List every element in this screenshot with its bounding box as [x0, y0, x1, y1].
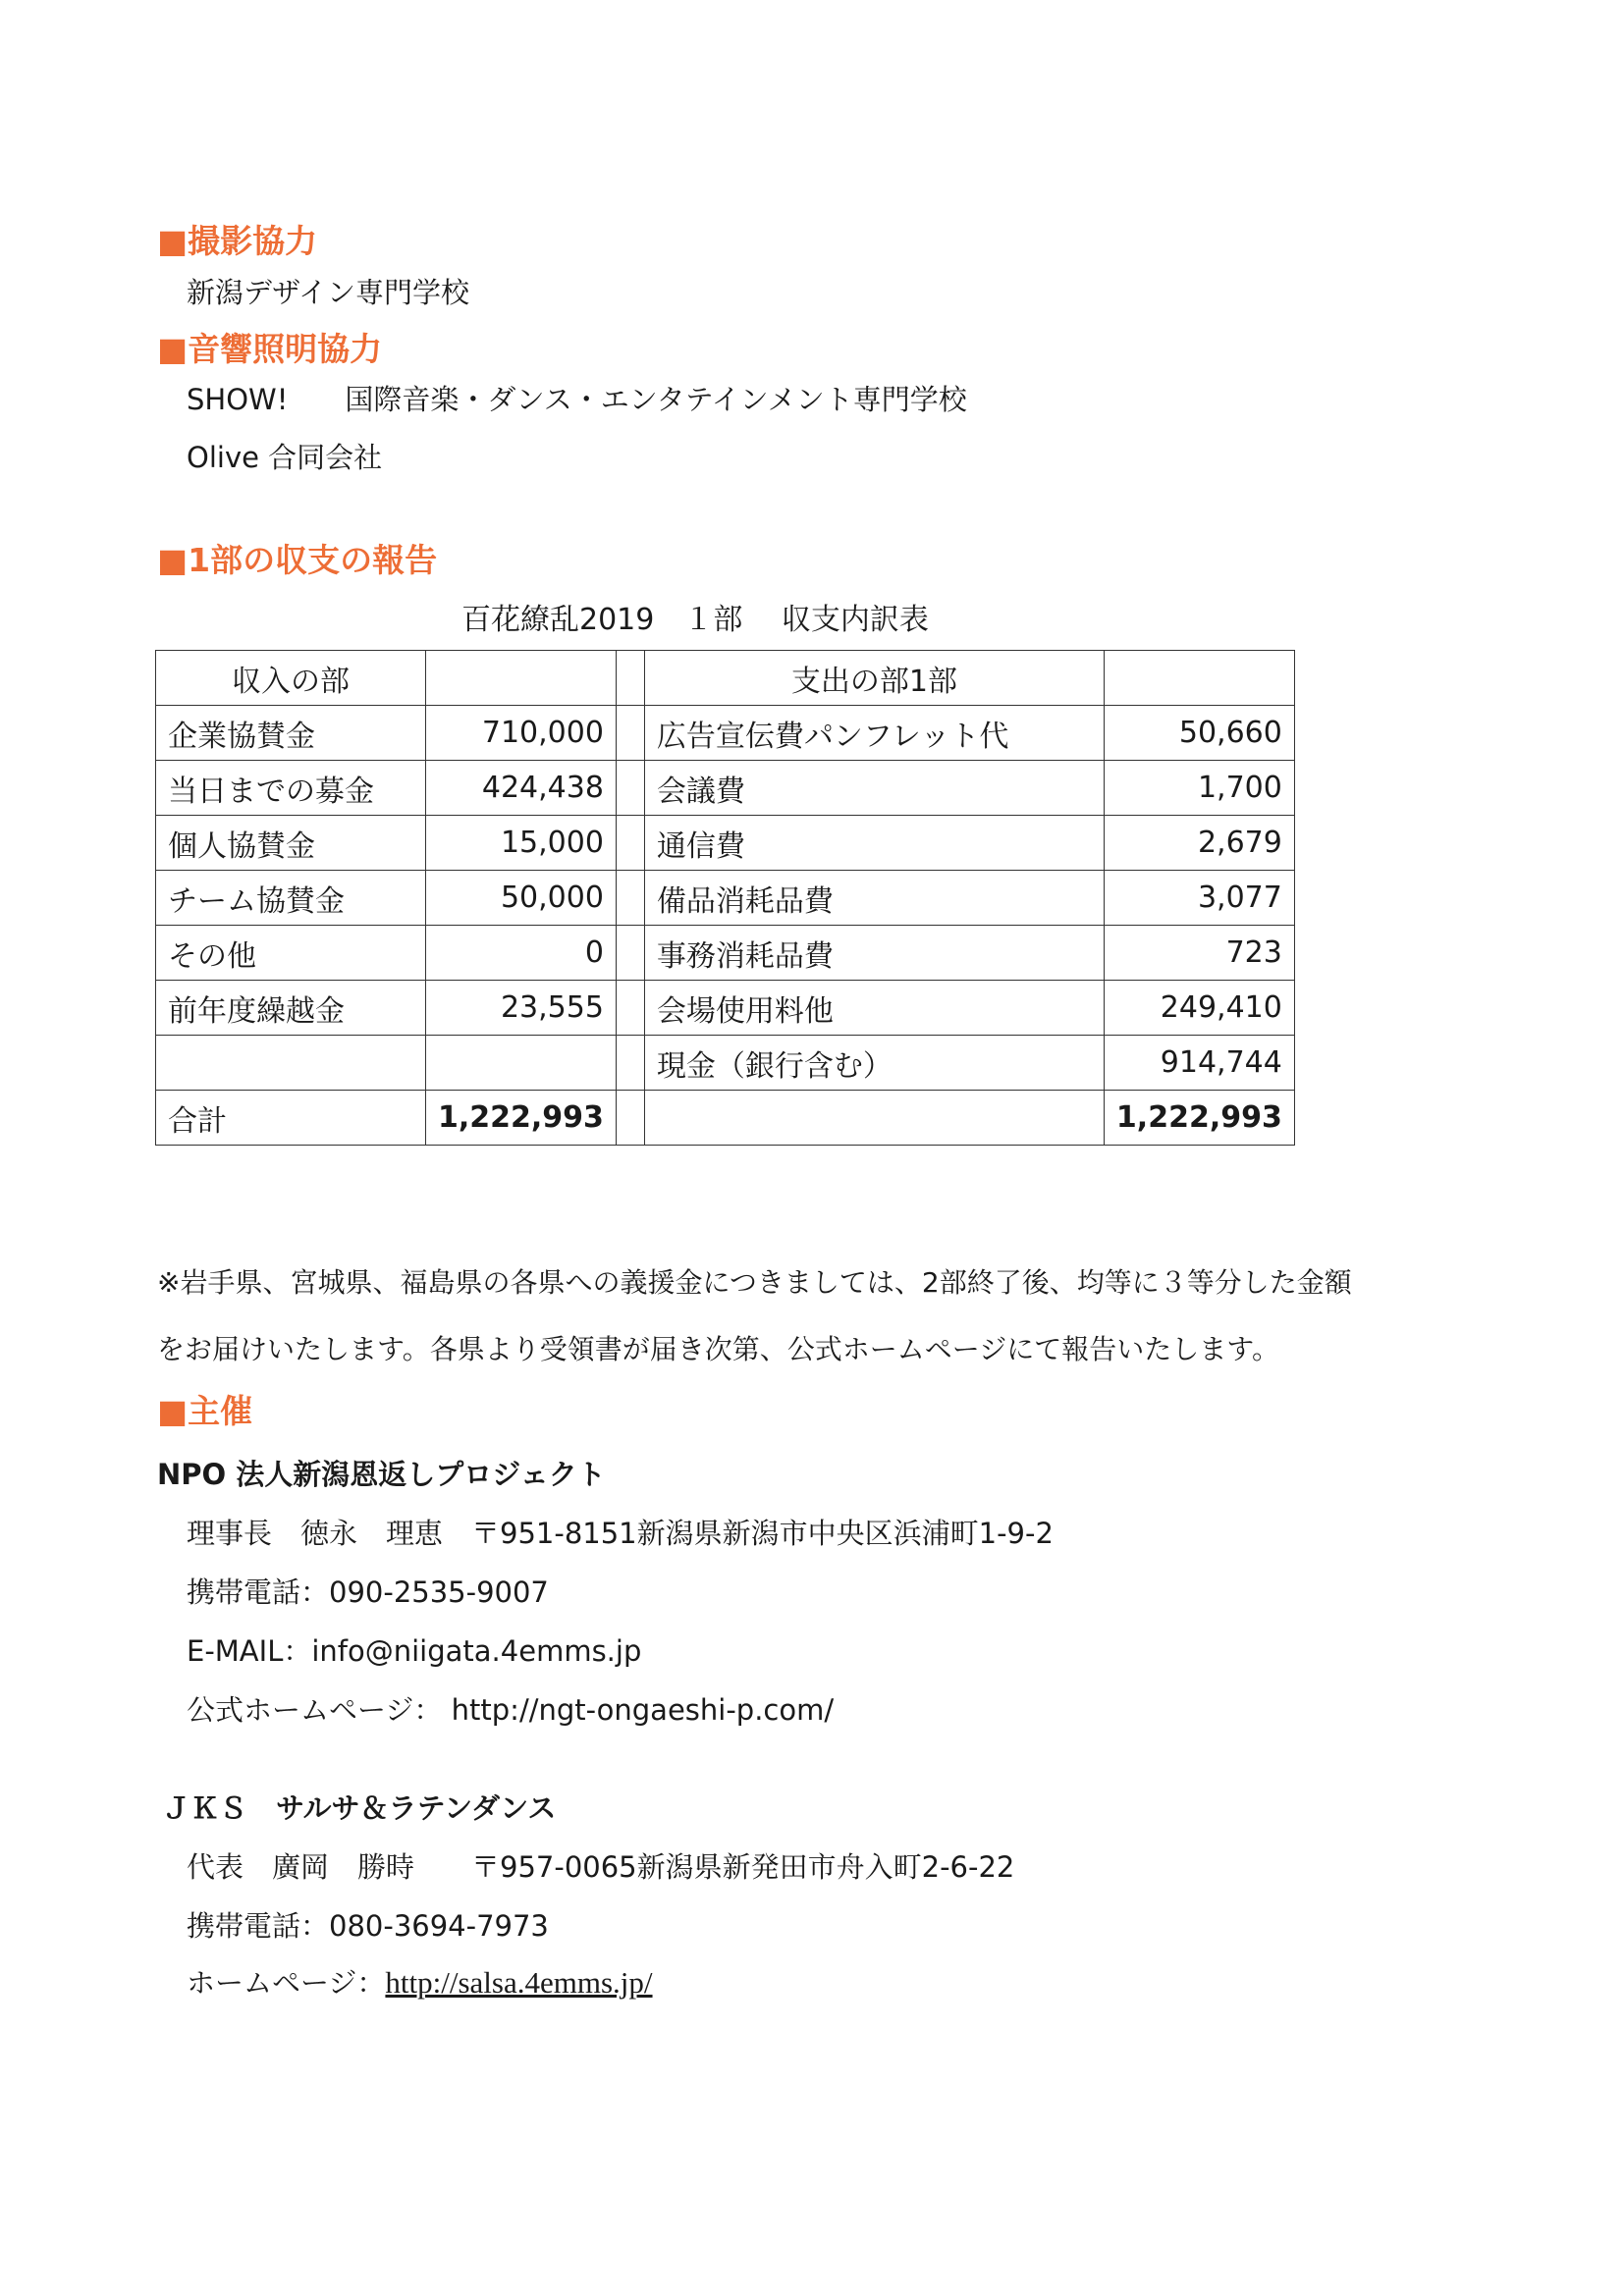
- note-line-1: ※岩手県、宮城県、福島県の各県への義援金につきましては、2部終了後、均等に３等分した金額: [157, 1266, 1352, 1299]
- host-org2-name: ＪＫＳ サルサ＆ラテンダンス: [162, 1791, 557, 1825]
- income-value: 15,000: [426, 816, 617, 871]
- spacer-cell: [616, 926, 644, 981]
- table-row: [156, 926, 1295, 981]
- expense-value: 723: [1104, 926, 1294, 981]
- income-label: 前年度繰越金: [156, 981, 426, 1036]
- expense-label: 事務消耗品費: [644, 926, 1104, 981]
- expense-label: 備品消耗品費: [644, 871, 1104, 926]
- income-value: 23,555: [426, 981, 617, 1036]
- table-row: [156, 706, 1295, 761]
- table-row: [156, 871, 1295, 926]
- expense-header: 支出の部1部: [644, 651, 1104, 706]
- income-value: 0: [426, 926, 617, 981]
- host-org1-line-1: 理事長 徳永 理恵 〒951-8151新潟県新潟市中央区浜浦町1-9-2: [187, 1517, 1054, 1550]
- spacer-cell: [616, 871, 644, 926]
- sound-line-2: Olive 合同会社: [187, 441, 383, 474]
- table-row: [156, 981, 1295, 1036]
- spacer-cell: [616, 761, 644, 816]
- income-header-value-cell: [426, 651, 617, 706]
- report-heading: ■1部の収支の報告: [157, 541, 438, 579]
- note-line-2: をお届けいたします。各県より受領書が届き次第、公式ホームページにて報告いたします。: [157, 1333, 1279, 1365]
- table-row: [156, 1036, 1295, 1091]
- host-org2-line-2: 携帯電話：080-3694-7973: [187, 1909, 549, 1943]
- spacer-cell: [616, 1036, 644, 1091]
- expense-label: 現金（銀行含む）: [644, 1036, 1104, 1091]
- expense-value: 3,077: [1104, 871, 1294, 926]
- expense-label: 会議費: [644, 761, 1104, 816]
- spacer-cell: [616, 1091, 644, 1146]
- expense-total-label: [644, 1091, 1104, 1146]
- spacer-cell: [616, 706, 644, 761]
- income-label: 企業協賛金: [156, 706, 426, 761]
- income-total-label: 合計: [156, 1091, 426, 1146]
- expense-value: 249,410: [1104, 981, 1294, 1036]
- spacer-cell: [616, 981, 644, 1036]
- expense-value: 2,679: [1104, 816, 1294, 871]
- table-row: [156, 816, 1295, 871]
- spacer-cell: [616, 651, 644, 706]
- expense-label: 広告宣伝費パンフレット代: [644, 706, 1104, 761]
- host-org1-name: NPO 法人新潟恩返しプロジェクト: [157, 1458, 606, 1491]
- spacer-cell: [616, 816, 644, 871]
- income-total-value: 1,222,993: [426, 1091, 617, 1146]
- expense-total-value: 1,222,993: [1104, 1091, 1294, 1146]
- income-label: 当日までの募金: [156, 761, 426, 816]
- sound-heading: ■音響照明協力: [157, 330, 383, 368]
- host-org2-hp: [187, 1961, 653, 2002]
- host-org2-line-1: 代表 廣岡 勝時 〒957-0065新潟県新発田市舟入町2-6-22: [187, 1850, 1015, 1884]
- expense-value: 914,744: [1104, 1036, 1294, 1091]
- host-org1-line-2: 携帯電話：090-2535-9007: [187, 1575, 549, 1609]
- income-value: [426, 1036, 617, 1091]
- photo-line-1: 新潟デザイン専門学校: [187, 276, 469, 309]
- income-label: [156, 1036, 426, 1091]
- table-row: [156, 761, 1295, 816]
- expense-header-value-cell: [1104, 651, 1294, 706]
- expense-label: 通信費: [644, 816, 1104, 871]
- expense-label: 会場使用料他: [644, 981, 1104, 1036]
- income-label: その他: [156, 926, 426, 981]
- income-value: 424,438: [426, 761, 617, 816]
- expense-value: 50,660: [1104, 706, 1294, 761]
- income-label: チーム協賛金: [156, 871, 426, 926]
- host-org1-line-4: 公式ホームページ： http://ngt-ongaeshi-p.com/: [187, 1693, 835, 1727]
- homepage-label: ホームページ：: [187, 1966, 386, 2000]
- income-value: 710,000: [426, 706, 617, 761]
- table-total-row: [156, 1091, 1295, 1146]
- income-value: 50,000: [426, 871, 617, 926]
- photo-heading: ■撮影協力: [157, 222, 318, 260]
- income-label: 個人協賛金: [156, 816, 426, 871]
- table-header-row: [156, 651, 1295, 706]
- host-heading: ■主催: [157, 1392, 253, 1430]
- income-expense-table: [155, 650, 1295, 1146]
- host-org1-line-3: E-MAIL：info@niigata.4emms.jp: [187, 1634, 642, 1668]
- report-table-title: 百花繚乱2019 １部 収支内訳表: [461, 603, 929, 637]
- sound-line-1: SHOW! 国際音楽・ダンス・エンタテインメント専門学校: [187, 383, 967, 416]
- income-header: 収入の部: [156, 651, 426, 706]
- homepage-link[interactable]: http://salsa.4emms.jp/: [385, 1965, 653, 2000]
- expense-value: 1,700: [1104, 761, 1294, 816]
